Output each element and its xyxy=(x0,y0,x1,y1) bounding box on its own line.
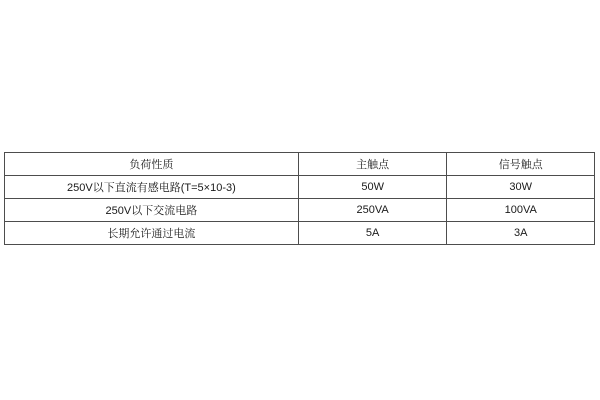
cell-main-contact: 250VA xyxy=(298,199,447,222)
cell-signal-contact: 30W xyxy=(447,176,595,199)
header-load-nature: 负荷性质 xyxy=(5,153,299,176)
table-row xyxy=(5,199,595,222)
cell-signal-contact: 3A xyxy=(447,222,595,245)
cell-main-contact: 50W xyxy=(298,176,447,199)
table-row xyxy=(5,222,595,245)
contact-load-spec-table xyxy=(4,152,595,245)
header-main-contact: 主触点 xyxy=(298,153,447,176)
cell-load-nature: 250V以下直流有感电路(T=5×10-3) xyxy=(5,176,299,199)
cell-signal-contact: 100VA xyxy=(447,199,595,222)
table-header-row xyxy=(5,153,595,176)
cell-load-nature: 250V以下交流电路 xyxy=(5,199,299,222)
table-row xyxy=(5,176,595,199)
cell-load-nature: 长期允许通过电流 xyxy=(5,222,299,245)
cell-main-contact: 5A xyxy=(298,222,447,245)
header-signal-contact: 信号触点 xyxy=(447,153,595,176)
